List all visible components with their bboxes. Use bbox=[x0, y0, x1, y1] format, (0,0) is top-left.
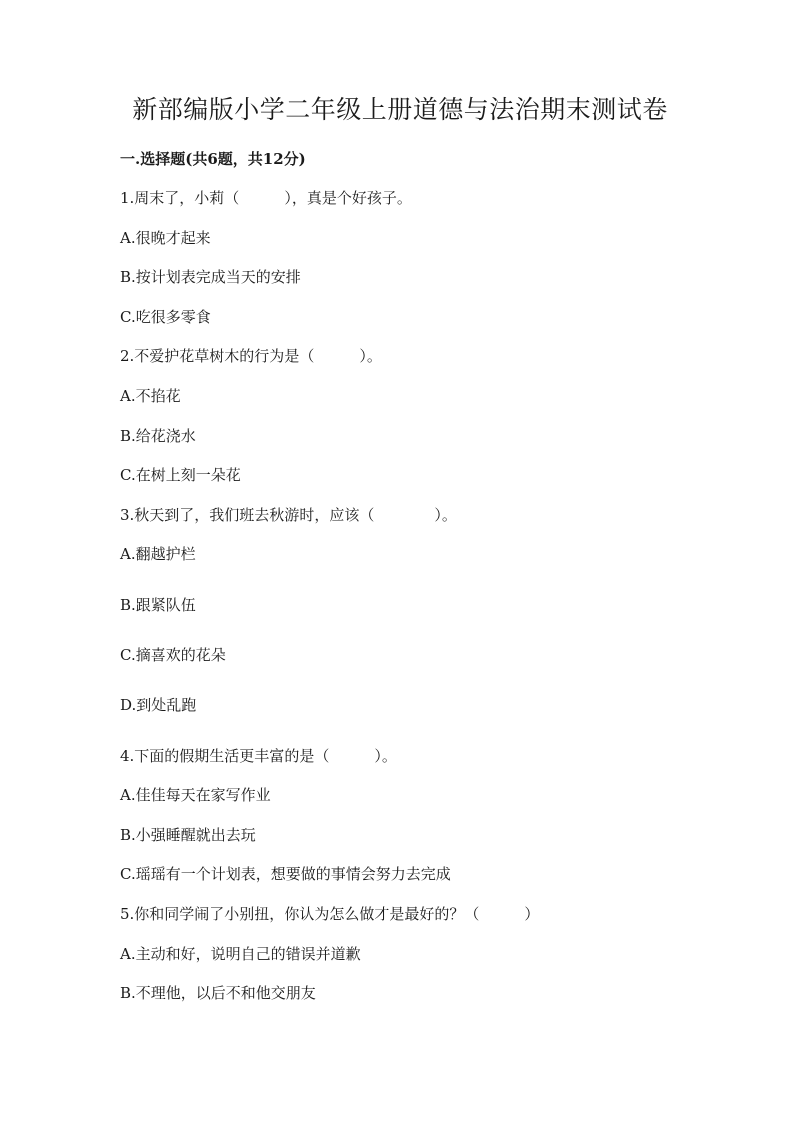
question-3-text: 3.秋天到了，我们班去秋游时，应该（ ）。 bbox=[120, 506, 457, 524]
question-5-option-b: B.不理他，以后不和他交朋友 bbox=[120, 984, 316, 1002]
question-1-option-b: B.按计划表完成当天的安排 bbox=[120, 268, 301, 286]
question-1-option-c: C.吃很多零食 bbox=[120, 308, 211, 326]
page-title: 新部编版小学二年级上册道德与法治期末测试卷 bbox=[132, 95, 668, 124]
question-5-text: 5.你和同学闹了小别扭，你认为怎么做才是最好的？（ ） bbox=[120, 905, 540, 923]
question-4-text: 4.下面的假期生活更丰富的是（ ）。 bbox=[120, 747, 397, 765]
question-4-option-b: B.小强睡醒就出去玩 bbox=[120, 826, 256, 844]
question-1-text: 1.周末了，小莉（ ），真是个好孩子。 bbox=[120, 189, 412, 207]
question-1-option-a: A.很晚才起来 bbox=[120, 229, 211, 247]
question-2-option-a: A.不掐花 bbox=[120, 387, 181, 405]
question-3-option-c: C.摘喜欢的花朵 bbox=[120, 646, 226, 664]
question-5-option-a: A.主动和好，说明自己的错误并道歉 bbox=[120, 945, 361, 963]
question-3-option-a: A.翻越护栏 bbox=[120, 545, 196, 563]
question-3-option-b: B.跟紧队伍 bbox=[120, 596, 196, 614]
section-heading: 一.选择题(共6题，共12分) bbox=[120, 150, 306, 168]
question-2-text: 2.不爱护花草树木的行为是（ ）。 bbox=[120, 347, 382, 365]
question-3-option-d: D.到处乱跑 bbox=[120, 696, 197, 714]
question-2-option-b: B.给花浇水 bbox=[120, 427, 196, 445]
question-4-option-a: A.佳佳每天在家写作业 bbox=[120, 786, 271, 804]
question-2-option-c: C.在树上刻一朵花 bbox=[120, 466, 241, 484]
question-4-option-c: C.瑶瑶有一个计划表，想要做的事情会努力去完成 bbox=[120, 865, 451, 883]
